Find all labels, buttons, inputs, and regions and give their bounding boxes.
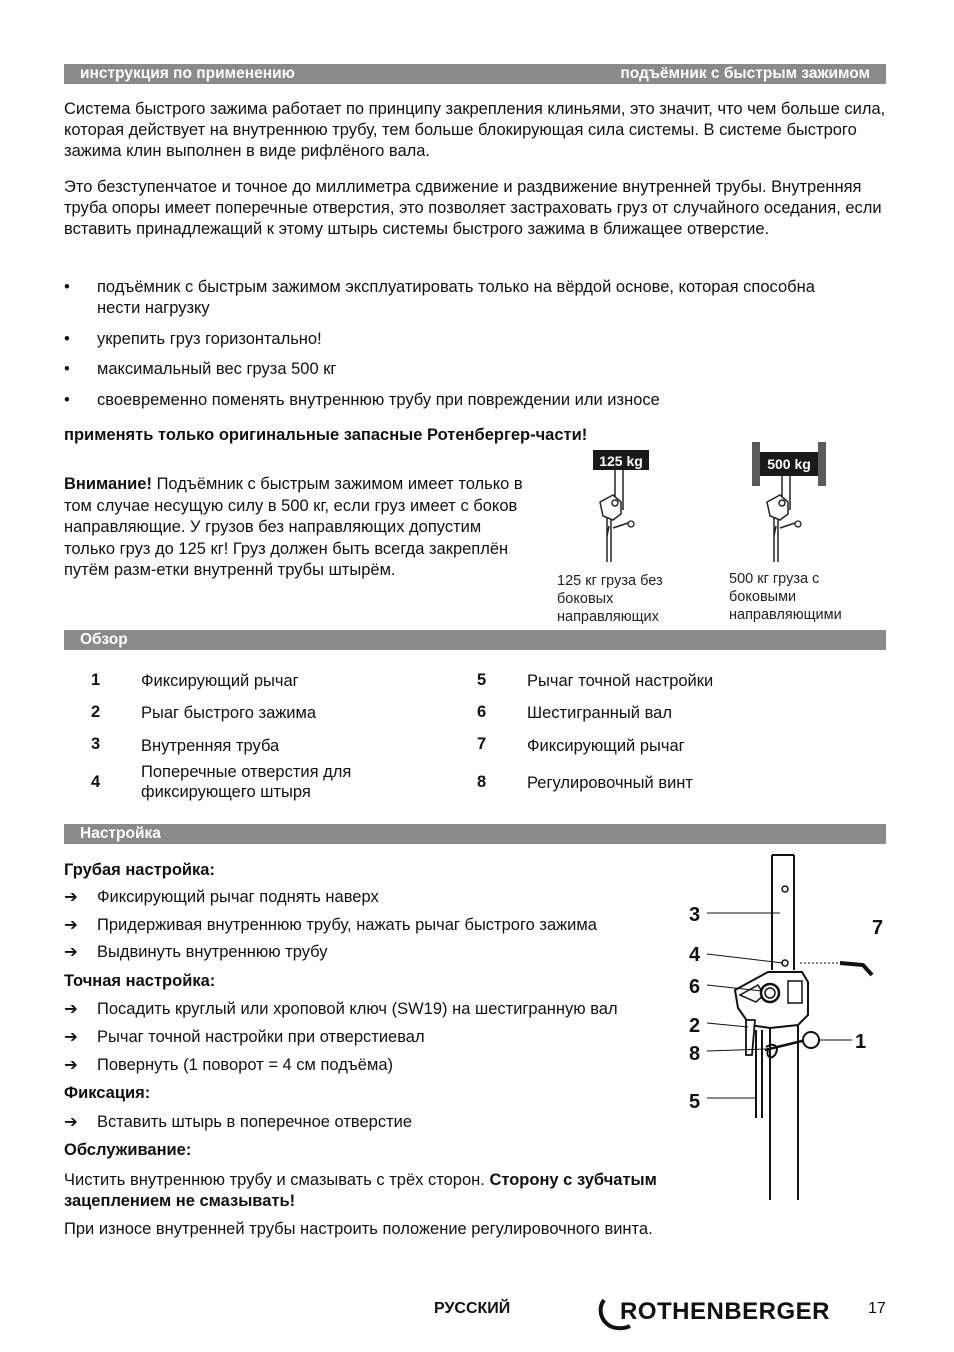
overview-title: Обзор [80,631,128,648]
service-paragraph [64,1170,664,1212]
overview-label: Внутренняя труба [141,737,280,755]
page-number: 17 [868,1300,886,1317]
arrow-icon: ➔ [64,888,78,906]
service-text: Чистить внутреннюю трубу и смазывать с трёх сторон. [64,1171,490,1189]
header-bar [64,64,886,84]
overview-section-bar [64,630,886,650]
header-left: инструкция по применению [80,65,295,82]
arrow-icon: ➔ [64,1056,78,1074]
intro-paragraph-2: Это безступенчатое и точное до миллиметра сдвижение и раздвижение внутренней трубы. Внутренняя труба опоры имеет поперечные отверстия, это позволяет застраховать груз от случайного оседания, если вставить принадлежащий к этому штырь системы быстрого зажима в ближащее отверстие. [64,178,882,238]
figure-500kg [752,442,826,562]
setup-title: Настройка [80,825,161,842]
bullet-symbol: • [64,278,70,296]
diagram-label-7: 7 [872,917,884,939]
header-right: подъёмник с быстрым зажимом [620,65,870,82]
step-text: Повернуть (1 поворот = 4 см подъёма) [97,1056,394,1074]
diagram-label-1: 1 [855,1031,867,1053]
fixation-title: Фиксация: [64,1084,151,1102]
tag-125kg: 125 kg [599,453,643,469]
step-text: Придерживая внутреннюю трубу, нажать рычаг быстрого зажима [97,916,597,934]
warning-paragraph [64,474,529,582]
bullet-text: подъёмник с быстрым зажимом эксплуатировать только на вёрдой основе, которая способна нести нагрузку [97,278,815,317]
figure-125kg [593,450,649,562]
step-text: Выдвинуть внутреннюю трубу [97,943,328,961]
tag-500kg: 500 kg [767,456,811,472]
diagram-label-2: 2 [689,1015,701,1037]
overview-label: Регулировочный винт [527,774,693,792]
arrow-icon: ➔ [64,916,78,934]
arrow-icon: ➔ [64,1000,78,1018]
step-text: Фиксирующий рычаг поднять наверх [97,888,379,906]
arrow-icon: ➔ [64,1113,78,1131]
rough-setup-title: Грубая настройка: [64,861,215,879]
diagram-label-3: 3 [689,904,701,926]
setup-section-bar [64,824,886,844]
overview-label: Фиксирующий рычаг [527,737,685,755]
diagram-label-5: 5 [689,1091,701,1113]
overview-label: Поперечные отверстия для фиксирующего штыря [141,763,352,801]
overview-num: 5 [477,671,487,689]
overview-num: 4 [91,773,101,791]
diagram-label-8: 8 [689,1043,701,1065]
arrow-icon: ➔ [64,943,78,961]
overview-label: Рычаг точной настройки [527,672,714,690]
bullet-text: укрепить груз горизонтально! [97,330,322,348]
rothenberger-logo [596,1294,836,1334]
diagram-label-4: 4 [689,944,701,966]
original-parts-note: применять только оригинальные запасные Ротенбергер-части! [64,426,588,444]
service-bold-text: Сторону с зубчатым зацеплением не смазывать! [64,1171,657,1210]
step-text: Вставить штырь в поперечное отверстие [97,1113,413,1131]
overview-label: Шестигранный вал [527,704,672,722]
bullet-symbol: • [64,391,70,409]
figure-500kg-caption: 500 кг груза с боковыми направляющими [729,571,842,623]
wear-paragraph: При износе внутренней трубы настроить положение регулировочного винта. [64,1220,653,1238]
warning-label: Внимание! [64,475,152,493]
lifter-diagram [680,850,890,1205]
step-text: Посадить круглый или хроповой ключ (SW19) на шестигранную вал [97,1000,618,1018]
overview-num: 1 [91,671,101,689]
overview-num: 7 [477,735,487,753]
bullet-text: максимальный вес груза 500 кг [97,360,337,378]
bullet-symbol: • [64,330,70,348]
step-text: Рычаг точной настройки при отверстиевал [97,1028,425,1046]
bullet-text: своевременно поменять внутреннюю трубу при повреждении или износе [97,391,660,409]
overview-label: Фиксирующий рычаг [141,672,299,690]
overview-num: 8 [477,773,487,791]
overview-label: Рыаг быстрого зажима [141,704,317,722]
bullet-symbol: • [64,360,70,378]
overview-num: 6 [477,703,487,721]
arrow-icon: ➔ [64,1028,78,1046]
warning-text: Подъёмник с быстрым зажимом имеет только в том случае несущую силу в 500 кг, если груз имеет с боков направляющие. У грузов без направляющих допустим только груз до 125 кг! Груз должен быть всегда закреплён путём разм-етки внутреннй трубы штырём. [64,475,523,579]
intro-paragraph-1: Система быстрого зажима работает по принципу закрепления клиньями, это значит, что чем больше сила, которая действует на внутреннюю трубу, тем больше блокирующая сила системы. В системе быстрого зажима клин выполнен в виде рифлёного вала. [64,100,886,160]
fine-setup-title: Точная настройка: [64,972,216,990]
service-title: Обслуживание: [64,1141,192,1159]
overview-num: 2 [91,703,101,721]
figure-125kg-caption: 125 кг груза без боковых направляющих [557,573,663,625]
overview-num: 3 [91,735,101,753]
logo-text: ROTHENBERGER [620,1298,831,1325]
footer-language: РУССКИЙ [434,1300,511,1317]
diagram-label-6: 6 [689,976,701,998]
load-illustrations [555,440,855,575]
